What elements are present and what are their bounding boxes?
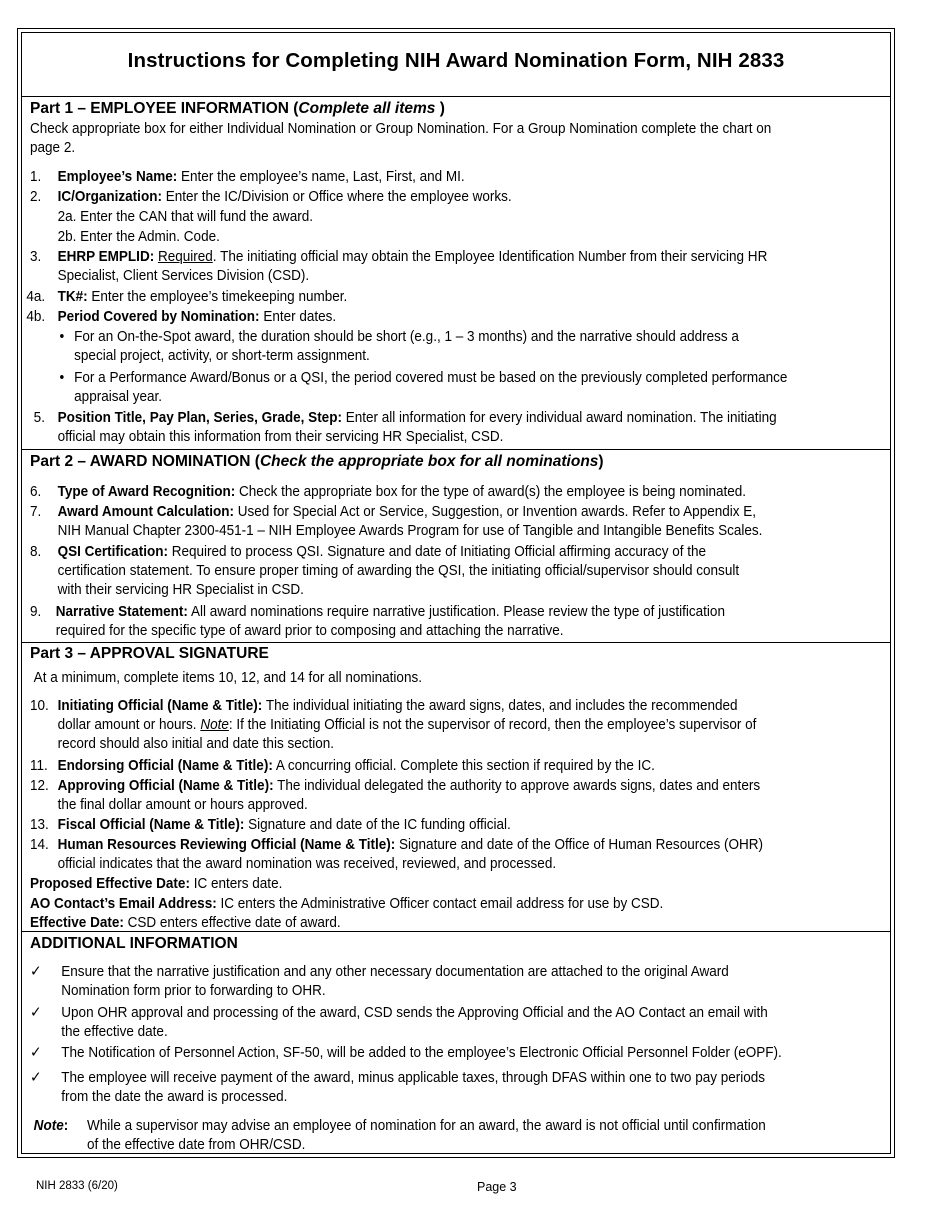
item-approving-official-cont: the final dollar amount or hours approved. bbox=[57, 797, 308, 813]
page-number: Page 3 bbox=[477, 1180, 517, 1194]
additional-item-line: Nomination form prior to forwarding to OHR. bbox=[61, 983, 326, 999]
divider bbox=[22, 642, 890, 643]
bullet-line: special project, activity, or short-term assignment. bbox=[74, 348, 370, 364]
item-number: 4b. bbox=[26, 309, 46, 325]
proposed-effective-date: Proposed Effective Date: IC enters date. bbox=[30, 876, 283, 892]
checkmark-icon: ✓ bbox=[30, 1044, 42, 1061]
checkmark-icon: ✓ bbox=[30, 963, 42, 980]
item-position-title-cont: official may obtain this information from their servicing HR Specialist, CSD. bbox=[57, 429, 504, 445]
item-number: 1. bbox=[30, 169, 42, 185]
item-hr-reviewing-official: Human Resources Reviewing Official (Name & Title): Signature and date of the Office of Human Resources (OHR) bbox=[57, 837, 764, 853]
item-qsi-certification: QSI Certification: Required to process QSI. Signature and date of Initiating Official affirming accuracy of the bbox=[57, 544, 707, 560]
part3-intro: At a minimum, complete items 10, 12, and 14 for all nominations. bbox=[33, 670, 422, 686]
additional-item-line: The Notification of Personnel Action, SF-50, will be added to the employee’s Electronic Official Personnel Folder (eOPF). bbox=[61, 1045, 782, 1061]
note-text: of the effective date from OHR/CSD. bbox=[87, 1137, 306, 1153]
item-award-amount-cont: NIH Manual Chapter 2300-451-1 – NIH Employee Awards Program for use of Tangible and Intangible Benefits Scales. bbox=[57, 523, 763, 539]
item-tk: TK#: Enter the employee’s timekeeping number. bbox=[57, 289, 348, 305]
item-number: 3. bbox=[30, 249, 42, 265]
checkmark-icon: ✓ bbox=[30, 1004, 42, 1021]
item-ehrp-emplid: EHRP EMPLID: Required. The initiating official may obtain the Employee Identification Number from their servicing HR bbox=[57, 249, 768, 265]
item-ehrp-emplid-cont: Specialist, Client Services Division (CSD). bbox=[57, 268, 310, 284]
item-number: 5. bbox=[33, 410, 45, 426]
item-type-of-award: Type of Award Recognition: Check the appropriate box for the type of award(s) the employee is being nominated. bbox=[57, 484, 747, 500]
note-label: Note: bbox=[33, 1118, 69, 1134]
item-employee-name: Employee’s Name: Enter the employee’s name, Last, First, and MI. bbox=[57, 169, 465, 185]
form-id: NIH 2833 (6/20) bbox=[36, 1180, 118, 1192]
part2-heading: Part 2 – AWARD NOMINATION (Check the appropriate box for all nominations) bbox=[30, 453, 604, 470]
item-fiscal-official: Fiscal Official (Name & Title): Signature and date of the IC funding official. bbox=[57, 817, 511, 833]
item-award-amount: Award Amount Calculation: Used for Special Act or Service, Suggestion, or Invention awards. Refer to Appendix E, bbox=[57, 504, 757, 520]
item-number: 2. bbox=[30, 189, 42, 205]
bullet-icon: • bbox=[59, 329, 65, 345]
item-number: 10. bbox=[30, 698, 49, 714]
part1-intro-line: Check appropriate box for either Individual Nomination or Group Nomination. For a Group Nomination complete the chart on bbox=[30, 121, 772, 137]
additional-item-line: Upon OHR approval and processing of the award, CSD sends the Approving Official and the AO Contact an email with bbox=[61, 1005, 768, 1021]
item-narrative: Narrative Statement: All award nominations require narrative justification. Please review the type of justification bbox=[55, 604, 725, 620]
divider bbox=[22, 449, 890, 450]
item-initiating-official-cont: dollar amount or hours. Note: If the Initiating Official is not the supervisor of record, then the employee’s supervisor of bbox=[57, 717, 757, 733]
item-narrative-cont: required for the specific type of award prior to composing and attaching the narrative. bbox=[55, 623, 564, 639]
item-2b: 2b. Enter the Admin. Code. bbox=[57, 229, 220, 245]
bullet-icon: • bbox=[59, 370, 65, 386]
item-initiating-official-cont: record should also initial and date this section. bbox=[57, 736, 335, 752]
divider bbox=[22, 931, 890, 932]
part1-heading: Part 1 – EMPLOYEE INFORMATION (Complete all items ) bbox=[30, 100, 445, 117]
ao-contact-email: AO Contact’s Email Address: IC enters the Administrative Officer contact email address for use by CSD. bbox=[30, 896, 664, 912]
item-initiating-official: Initiating Official (Name & Title): The individual initiating the award signs, dates, and includes the recommended bbox=[57, 698, 738, 714]
item-qsi-cont: certification statement. To ensure proper timing of awarding the QSI, the initiating official/supervisor should consult bbox=[57, 563, 740, 579]
form-inner-border bbox=[21, 32, 891, 1154]
item-number: 4a. bbox=[26, 289, 46, 305]
item-number: 11. bbox=[30, 758, 48, 774]
item-ic-organization: IC/Organization: Enter the IC/Division or Office where the employee works. bbox=[57, 189, 512, 205]
item-number: 12. bbox=[30, 778, 49, 794]
item-number: 14. bbox=[30, 837, 49, 853]
item-hr-reviewing-official-cont: official indicates that the award nomination was received, reviewed, and processed. bbox=[57, 856, 557, 872]
item-approving-official: Approving Official (Name & Title): The individual delegated the authority to approve awards signs, dates and enters bbox=[57, 778, 761, 794]
additional-item-line: the effective date. bbox=[61, 1024, 168, 1040]
note-text: While a supervisor may advise an employee of nomination for an award, the award is not official until confirmation bbox=[87, 1118, 766, 1134]
effective-date: Effective Date: CSD enters effective date of award. bbox=[30, 915, 341, 931]
bullet-line: appraisal year. bbox=[74, 389, 163, 405]
item-number: 8. bbox=[30, 544, 42, 560]
additional-info-heading: ADDITIONAL INFORMATION bbox=[30, 935, 238, 952]
item-number: 7. bbox=[30, 504, 42, 520]
additional-item-line: Ensure that the narrative justification and any other necessary documentation are attached to the original Award bbox=[61, 964, 729, 980]
item-qsi-cont: with their servicing HR Specialist in CSD. bbox=[57, 582, 304, 598]
checkmark-icon: ✓ bbox=[30, 1069, 42, 1086]
item-period-covered: Period Covered by Nomination: Enter dates. bbox=[57, 309, 337, 325]
additional-item-line: The employee will receive payment of the award, minus applicable taxes, through DFAS within one to two pay periods bbox=[61, 1070, 766, 1086]
part1-intro-line: page 2. bbox=[30, 140, 76, 156]
item-number: 9. bbox=[30, 604, 42, 620]
page-title: Instructions for Completing NIH Award Nomination Form, NIH 2833 bbox=[127, 49, 785, 72]
item-number: 6. bbox=[30, 484, 42, 500]
item-2a: 2a. Enter the CAN that will fund the award. bbox=[57, 209, 313, 225]
item-number: 13. bbox=[30, 817, 49, 833]
bullet-line: For an On-the-Spot award, the duration should be short (e.g., 1 – 3 months) and the narrative should address a bbox=[74, 329, 739, 345]
part3-heading: Part 3 – APPROVAL SIGNATURE bbox=[30, 645, 269, 662]
item-position-title: Position Title, Pay Plan, Series, Grade, Step: Enter all information for every individual award nomination. The initiating bbox=[57, 410, 777, 426]
item-endorsing-official: Endorsing Official (Name & Title): A concurring official. Complete this section if required by the IC. bbox=[57, 758, 655, 774]
divider bbox=[22, 96, 890, 97]
bullet-line: For a Performance Award/Bonus or a QSI, the period covered must be based on the previously completed performance bbox=[74, 370, 788, 386]
additional-item-line: from the date the award is processed. bbox=[61, 1089, 288, 1105]
form-outer-border bbox=[17, 28, 895, 1158]
